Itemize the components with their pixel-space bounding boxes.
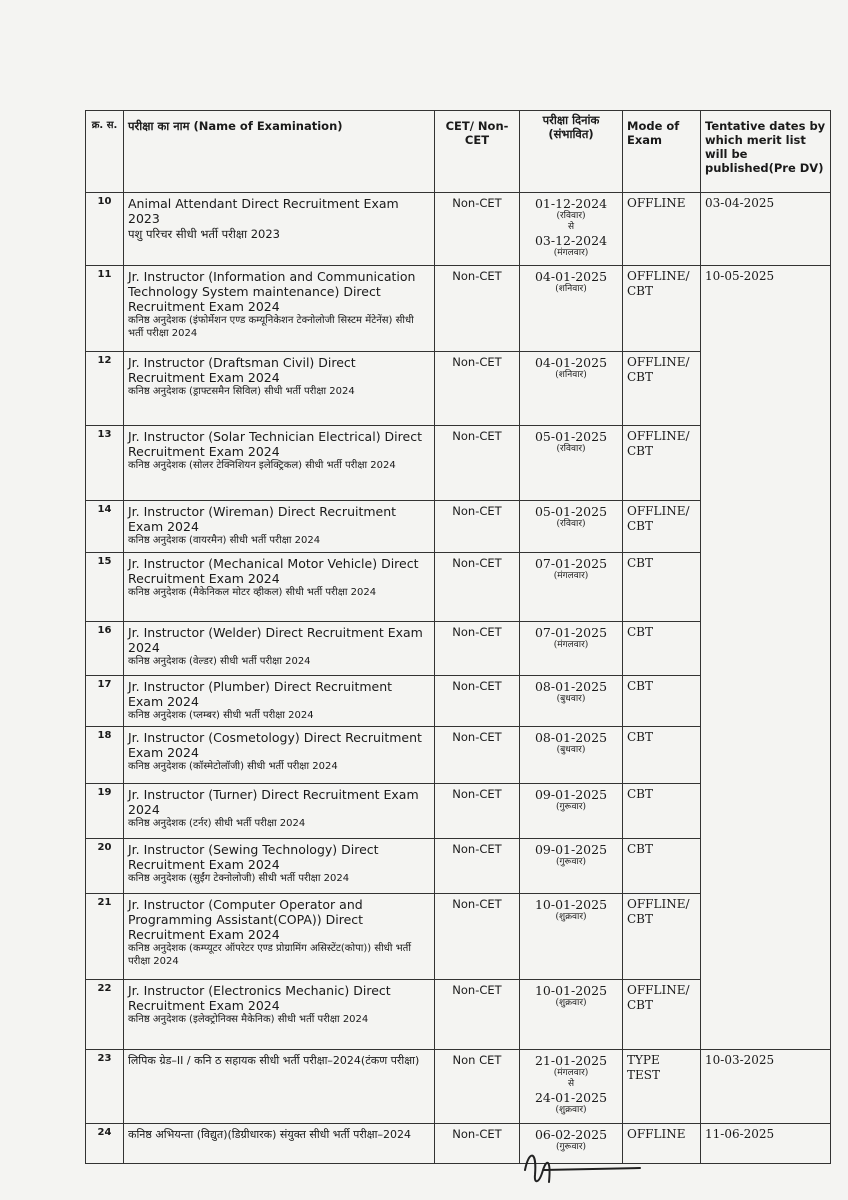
row-mode: OFFLINE <box>623 1124 701 1164</box>
row-merit: 10-05-2025 <box>701 266 831 1050</box>
row-sn: 17 <box>86 676 124 727</box>
row-day-start: (गुरूवार) <box>555 1142 587 1152</box>
row-mode: OFFLINE/ CBT <box>623 980 701 1050</box>
row-sn: 11 <box>86 266 124 352</box>
row-date <box>520 784 623 839</box>
row-mode: CBT <box>623 727 701 784</box>
row-sn: 20 <box>86 839 124 894</box>
row-name-hi: कनिष्ठ अनुदेशक (कम्प्यूटर ऑपरेटर एण्ड प्रोग्रामिंग असिस्टेंट(कोपा)) सीधी भर्ती परीक्षा 2024 <box>128 943 411 967</box>
row-cet: Non CET <box>435 1050 520 1124</box>
row-date <box>520 894 623 980</box>
row-name-hi: पशु परिचर सीधी भर्ती परीक्षा 2023 <box>128 227 280 241</box>
row-date-start: 08-01-2025 <box>534 679 608 694</box>
row-cet: Non-CET <box>435 426 520 501</box>
row-name-en: Jr. Instructor (Electronics Mechanic) Direct Recruitment Exam 2024 <box>128 983 391 1013</box>
row-merit: 03-04-2025 <box>701 193 831 266</box>
row-date <box>520 553 623 622</box>
row-day-start: (बुधवार) <box>556 694 586 704</box>
row-day-start: (मंगलवार) <box>553 1068 589 1078</box>
row-day-end: (मंगलवार) <box>553 248 589 258</box>
row-name-en: Jr. Instructor (Mechanical Motor Vehicle) Direct Recruitment Exam 2024 <box>128 556 419 586</box>
row-mode: OFFLINE/ CBT <box>623 266 701 352</box>
row-mode: OFFLINE/ CBT <box>623 501 701 553</box>
row-name-en: Jr. Instructor (Wireman) Direct Recruitment Exam 2024 <box>128 504 397 534</box>
row-name <box>124 676 435 727</box>
row-mode: CBT <box>623 553 701 622</box>
row-name <box>124 553 435 622</box>
row-name-en: Jr. Instructor (Welder) Direct Recruitment Exam 2024 <box>128 625 423 655</box>
row-name-hi: कनिष्ठ अनुदेशक (वायरमैन) सीधी भर्ती परीक्षा 2024 <box>128 535 321 546</box>
row-name-hi: कनिष्ठ अनुदेशक (ड्राफ्टसमैन सिविल) सीधी भर्ती परीक्षा 2024 <box>128 386 355 397</box>
row-date <box>520 501 623 553</box>
row-date-start: 04-01-2025 <box>534 355 608 370</box>
row-sn: 10 <box>86 193 124 266</box>
row-day-start: (मंगलवार) <box>553 640 589 650</box>
row-cet: Non-CET <box>435 352 520 426</box>
header-mode: Mode of Exam <box>623 111 701 193</box>
row-sn: 22 <box>86 980 124 1050</box>
row-name <box>124 784 435 839</box>
row-sn: 23 <box>86 1050 124 1124</box>
row-name-hi: लिपिक ग्रेड–II / कनि ठ सहायक सीधी भर्ती परीक्षा–2024(टंकण परीक्षा) <box>128 1054 420 1067</box>
row-name-en: Jr. Instructor (Plumber) Direct Recruitment Exam 2024 <box>128 679 393 709</box>
row-date <box>520 727 623 784</box>
row-cet: Non-CET <box>435 727 520 784</box>
row-name-en: Jr. Instructor (Turner) Direct Recruitment Exam 2024 <box>128 787 419 817</box>
row-date-start: 06-02-2025 <box>534 1127 608 1142</box>
row-name-hi: कनिष्ठ अनुदेशक (प्लम्बर) सीधी भर्ती परीक्षा 2024 <box>128 710 314 721</box>
header-merit: Tentative dates by which merit list will be published(Pre DV) <box>701 111 831 193</box>
row-name-hi: कनिष्ठ अनुदेशक (टर्नर) सीधी भर्ती परीक्षा 2024 <box>128 818 306 829</box>
row-name <box>124 727 435 784</box>
row-day-start: (गुरूवार) <box>555 802 587 812</box>
row-name-en: Jr. Instructor (Solar Technician Electrical) Direct Recruitment Exam 2024 <box>128 429 422 459</box>
row-date <box>520 352 623 426</box>
row-date <box>520 1050 623 1124</box>
row-name <box>124 980 435 1050</box>
table-row <box>86 266 831 352</box>
row-name-en: Jr. Instructor (Computer Operator and Programming Assistant(COPA)) Direct Recruitment Exam 2024 <box>128 897 364 942</box>
row-date-start: 10-01-2025 <box>534 897 608 912</box>
row-mode: CBT <box>623 784 701 839</box>
row-date-start: 01-12-2024 <box>534 196 608 211</box>
row-day-start: (शुक्रवार) <box>555 998 587 1008</box>
row-date <box>520 622 623 676</box>
row-day-start: (रविवार) <box>556 211 586 221</box>
row-date <box>520 193 623 266</box>
row-mode: CBT <box>623 676 701 727</box>
row-name-en: Jr. Instructor (Cosmetology) Direct Recruitment Exam 2024 <box>128 730 422 760</box>
table-row <box>86 1124 831 1164</box>
row-name-en: Jr. Instructor (Sewing Technology) Direct Recruitment Exam 2024 <box>128 842 379 872</box>
row-date <box>520 676 623 727</box>
row-sn: 13 <box>86 426 124 501</box>
row-name <box>124 622 435 676</box>
row-date-end: 24-01-2025 <box>534 1090 608 1105</box>
row-day-start: (रविवार) <box>556 519 586 529</box>
row-name <box>124 1124 435 1164</box>
row-day-start: (मंगलवार) <box>553 571 589 581</box>
row-date-start: 05-01-2025 <box>534 504 608 519</box>
exam-schedule-table <box>85 110 831 1164</box>
row-name <box>124 894 435 980</box>
row-cet: Non-CET <box>435 266 520 352</box>
row-cet: Non-CET <box>435 553 520 622</box>
row-cet: Non-CET <box>435 839 520 894</box>
row-mode: CBT <box>623 622 701 676</box>
row-name-hi: कनिष्ठ अनुदेशक (इलेक्ट्रोनिक्स मैकेनिक) सीधी भर्ती परीक्षा 2024 <box>128 1014 369 1025</box>
row-mode: TYPE TEST <box>623 1050 701 1124</box>
row-day-start: (बुधवार) <box>556 745 586 755</box>
row-date-separator: से <box>567 1079 575 1089</box>
row-name-hi: कनिष्ठ अभियन्ता (विद्युत)(डिग्रीधारक) संयुक्त सीधी भर्ती परीक्षा–2024 <box>128 1128 411 1141</box>
header-name: परीक्षा का नाम (Name of Examination) <box>124 111 435 193</box>
row-sn: 19 <box>86 784 124 839</box>
row-name-en: Jr. Instructor (Draftsman Civil) Direct Recruitment Exam 2024 <box>128 355 356 385</box>
row-name-hi: कनिष्ठ अनुदेशक (सोलर टेक्निशियन इलेक्ट्रिकल) सीधी भर्ती परीक्षा 2024 <box>128 460 396 471</box>
row-cet: Non-CET <box>435 1124 520 1164</box>
row-merit: 11-06-2025 <box>701 1124 831 1164</box>
header-cet: CET/ Non-CET <box>435 111 520 193</box>
header-sn: क्र. स. <box>86 111 124 193</box>
row-name <box>124 1050 435 1124</box>
row-date-start: 09-01-2025 <box>534 842 608 857</box>
row-name-hi: कनिष्ठ अनुदेशक (कॉस्मेटोलॉजी) सीधी भर्ती परीक्षा 2024 <box>128 761 338 772</box>
row-merit: 10-03-2025 <box>701 1050 831 1124</box>
row-name <box>124 426 435 501</box>
row-date-start: 08-01-2025 <box>534 730 608 745</box>
row-mode: CBT <box>623 839 701 894</box>
row-name <box>124 352 435 426</box>
row-cet: Non-CET <box>435 894 520 980</box>
row-name-hi: कनिष्ठ अनुदेशक (सुईंग टेक्नोलोजी) सीधी भर्ती परीक्षा 2024 <box>128 873 350 884</box>
row-sn: 21 <box>86 894 124 980</box>
row-date-start: 05-01-2025 <box>534 429 608 444</box>
row-mode: OFFLINE <box>623 193 701 266</box>
row-name <box>124 193 435 266</box>
row-day-start: (रविवार) <box>556 444 586 454</box>
row-name-hi: कनिष्ठ अनुदेशक (इंफोर्मेशन एण्ड कम्यूनिकेशन टेक्नोलोजी सिस्टम मेंटेनेंस) सीधी भर्ती परीक्षा 2024 <box>128 315 414 339</box>
row-name-hi: कनिष्ठ अनुदेशक (मैकेनिकल मोटर व्हीकल) सीधी भर्ती परीक्षा 2024 <box>128 587 377 598</box>
row-date <box>520 426 623 501</box>
row-date-start: 04-01-2025 <box>534 269 608 284</box>
row-day-start: (शनिवार) <box>555 370 587 380</box>
row-cet: Non-CET <box>435 676 520 727</box>
row-date-separator: से <box>567 222 575 232</box>
row-date-start: 09-01-2025 <box>534 787 608 802</box>
row-date <box>520 266 623 352</box>
row-name-hi: कनिष्ठ अनुदेशक (वेल्डर) सीधी भर्ती परीक्षा 2024 <box>128 656 311 667</box>
row-sn: 14 <box>86 501 124 553</box>
row-name <box>124 266 435 352</box>
row-sn: 15 <box>86 553 124 622</box>
row-date <box>520 839 623 894</box>
row-day-start: (शुक्रवार) <box>555 912 587 922</box>
row-date-start: 07-01-2025 <box>534 625 608 640</box>
row-date-end: 03-12-2024 <box>534 233 608 248</box>
table-row <box>86 1050 831 1124</box>
table-header-row <box>86 111 831 193</box>
row-date-start: 10-01-2025 <box>534 983 608 998</box>
row-sn: 12 <box>86 352 124 426</box>
row-mode: OFFLINE/ CBT <box>623 894 701 980</box>
row-mode: OFFLINE/ CBT <box>623 426 701 501</box>
row-day-end: (शुक्रवार) <box>555 1105 587 1115</box>
row-date-start: 07-01-2025 <box>534 556 608 571</box>
row-mode: OFFLINE/ CBT <box>623 352 701 426</box>
row-day-start: (शनिवार) <box>555 284 587 294</box>
row-name-en: Jr. Instructor (Information and Communication Technology System maintenance) Direct Recruitment Exam 2024 <box>128 269 416 314</box>
row-cet: Non-CET <box>435 193 520 266</box>
row-date-start: 21-01-2025 <box>534 1053 608 1068</box>
row-sn: 18 <box>86 727 124 784</box>
row-cet: Non-CET <box>435 980 520 1050</box>
row-cet: Non-CET <box>435 622 520 676</box>
table-row <box>86 193 831 266</box>
row-day-start: (गुरूवार) <box>555 857 587 867</box>
row-sn: 16 <box>86 622 124 676</box>
row-date <box>520 980 623 1050</box>
row-cet: Non-CET <box>435 784 520 839</box>
row-cet: Non-CET <box>435 501 520 553</box>
signature-scribble <box>515 1140 645 1190</box>
row-name <box>124 839 435 894</box>
row-name-en: Animal Attendant Direct Recruitment Exam 2023 <box>128 196 399 226</box>
row-sn: 24 <box>86 1124 124 1164</box>
header-date: परीक्षा दिनांक (संभावित) <box>520 111 623 193</box>
row-name <box>124 501 435 553</box>
